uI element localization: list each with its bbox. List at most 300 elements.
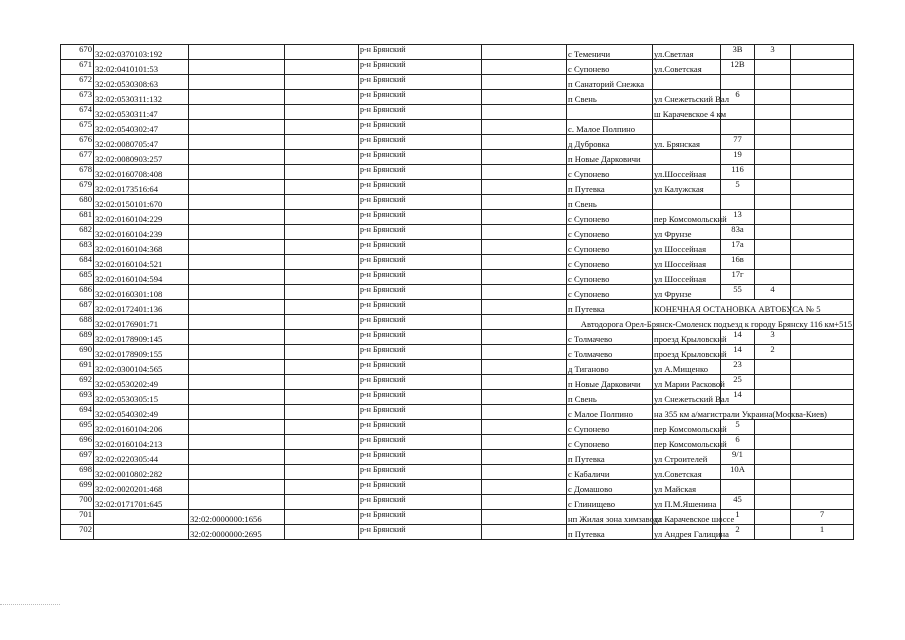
house-cell: 5 [721, 180, 755, 195]
row-number: 692 [61, 375, 94, 390]
cadastral-number: 32:02:0010802:282 [94, 465, 189, 480]
building-cell [755, 225, 791, 240]
apartment-cell [791, 150, 854, 165]
cadastral-number: 32:02:0530311:47 [94, 105, 189, 120]
empty-cell [285, 195, 359, 210]
row-number: 677 [61, 150, 94, 165]
empty-cell [482, 60, 567, 75]
building-cell [755, 150, 791, 165]
settlement-cell: с. Малое Полпино [567, 120, 653, 135]
table-row [61, 210, 854, 225]
empty-cell [285, 330, 359, 345]
settlement-cell: с Супонево [567, 225, 653, 240]
table-row [61, 330, 854, 345]
region-cell: р-н Брянский [359, 465, 482, 480]
row-number: 676 [61, 135, 94, 150]
house-cell: 14 [721, 345, 755, 360]
table-row [61, 105, 854, 120]
region-cell: р-н Брянский [359, 150, 482, 165]
settlement-cell: п Новые Дарковичи [567, 375, 653, 390]
empty-cell [482, 105, 567, 120]
empty-cell [482, 375, 567, 390]
region-cell: р-н Брянский [359, 195, 482, 210]
settlement-cell: п Свень [567, 195, 653, 210]
table-row [61, 300, 854, 315]
street-cell [653, 75, 721, 90]
house-cell: 55 [721, 285, 755, 300]
empty-cell [482, 345, 567, 360]
table-row [61, 420, 854, 435]
house-cell: 77 [721, 135, 755, 150]
table-row [61, 195, 854, 210]
region-cell: р-н Брянский [359, 120, 482, 135]
cadastral-number-alt [189, 450, 285, 465]
table-row [61, 390, 854, 405]
settlement-cell: д Дубровка [567, 135, 653, 150]
empty-cell [482, 210, 567, 225]
region-cell: р-н Брянский [359, 435, 482, 450]
building-cell [755, 90, 791, 105]
street-cell: ул Калужская [653, 180, 721, 195]
cadastral-number-alt [189, 90, 285, 105]
cadastral-number-alt [189, 390, 285, 405]
region-cell: р-н Брянский [359, 45, 482, 60]
cadastral-number: 32:02:0530311:132 [94, 90, 189, 105]
region-cell: р-н Брянский [359, 345, 482, 360]
apartment-cell [791, 495, 854, 510]
apartment-cell [791, 345, 854, 360]
apartment-cell [791, 45, 854, 60]
row-number: 680 [61, 195, 94, 210]
cadastral-number [94, 525, 189, 540]
building-cell [755, 195, 791, 210]
street-cell: ул Карачевское шоссе [653, 510, 721, 525]
table-row [61, 75, 854, 90]
house-cell: 2 [721, 525, 755, 540]
settlement-cell: с Супонево [567, 270, 653, 285]
row-number: 683 [61, 240, 94, 255]
row-number: 685 [61, 270, 94, 285]
cadastral-number-alt [189, 210, 285, 225]
cadastral-number: 32:02:0020201:468 [94, 480, 189, 495]
building-cell [755, 135, 791, 150]
house-cell: 1 [721, 510, 755, 525]
row-number: 689 [61, 330, 94, 345]
apartment-cell [791, 480, 854, 495]
cadastral-number: 32:02:0530202:49 [94, 375, 189, 390]
region-cell: р-н Брянский [359, 225, 482, 240]
cadastral-number: 32:02:0160301:108 [94, 285, 189, 300]
cadastral-number-alt [189, 75, 285, 90]
empty-cell [482, 225, 567, 240]
street-cell [653, 195, 721, 210]
cadastral-number: 32:02:0150101:670 [94, 195, 189, 210]
empty-cell [482, 75, 567, 90]
cadastral-number: 32:02:0530305:15 [94, 390, 189, 405]
cadastral-number: 32:02:0160708:408 [94, 165, 189, 180]
table-row [61, 495, 854, 510]
building-cell [755, 420, 791, 435]
empty-cell [285, 345, 359, 360]
settlement-cell: с Супонево [567, 285, 653, 300]
apartment-cell [791, 225, 854, 240]
row-number: 698 [61, 465, 94, 480]
building-cell [755, 105, 791, 120]
house-cell [721, 120, 755, 135]
empty-cell [482, 330, 567, 345]
region-cell: р-н Брянский [359, 525, 482, 540]
street-cell: ш Карачевское 4 км [653, 105, 721, 120]
building-cell [755, 360, 791, 375]
empty-cell [482, 435, 567, 450]
empty-cell [285, 300, 359, 315]
settlement-cell: п Новые Дарковичи [567, 150, 653, 165]
settlement-cell: с Глинищево [567, 495, 653, 510]
region-cell: р-н Брянский [359, 240, 482, 255]
house-cell: 12В [721, 60, 755, 75]
region-cell: р-н Брянский [359, 90, 482, 105]
cadastral-number: 32:02:0178909:155 [94, 345, 189, 360]
empty-cell [285, 465, 359, 480]
street-cell: пер Комсомольский [653, 420, 721, 435]
settlement-cell: п Свень [567, 90, 653, 105]
empty-cell [285, 375, 359, 390]
table-row [61, 60, 854, 75]
settlement-cell: с Супонево [567, 60, 653, 75]
settlement-cell: с Домашово [567, 480, 653, 495]
apartment-cell [791, 420, 854, 435]
region-cell: р-н Брянский [359, 315, 482, 330]
cadastral-number: 32:02:0370103:192 [94, 45, 189, 60]
empty-cell [285, 90, 359, 105]
region-cell: р-н Брянский [359, 60, 482, 75]
scan-artifact [0, 604, 60, 608]
apartment-cell [791, 105, 854, 120]
region-cell: р-н Брянский [359, 180, 482, 195]
empty-cell [285, 120, 359, 135]
table-row [61, 90, 854, 105]
settlement-cell: д Тиганово [567, 360, 653, 375]
street-cell [653, 120, 721, 135]
region-cell: р-н Брянский [359, 480, 482, 495]
street-cell: ул.Шоссейная [653, 165, 721, 180]
row-number: 690 [61, 345, 94, 360]
street-cell: ул Шоссейная [653, 270, 721, 285]
cadastral-number-alt [189, 105, 285, 120]
apartment-cell [791, 375, 854, 390]
building-cell [755, 510, 791, 525]
table-row [61, 150, 854, 165]
street-cell: ул П.М.Яшенина [653, 495, 721, 510]
building-cell: 3 [755, 45, 791, 60]
region-cell: р-н Брянский [359, 405, 482, 420]
settlement-cell: с Супонево [567, 210, 653, 225]
cadastral-number-alt [189, 60, 285, 75]
region-cell: р-н Брянский [359, 75, 482, 90]
cadastral-number: 32:02:0540302:49 [94, 405, 189, 420]
cadastral-number-alt [189, 225, 285, 240]
street-cell: ул Андрея Галицина [653, 525, 721, 540]
empty-cell [285, 285, 359, 300]
cadastral-number: 32:02:0080903:257 [94, 150, 189, 165]
region-cell: р-н Брянский [359, 285, 482, 300]
empty-cell [482, 150, 567, 165]
empty-cell [285, 435, 359, 450]
table-row [61, 450, 854, 465]
cadastral-number-alt [189, 240, 285, 255]
street-cell: проезд Крыловский [653, 330, 721, 345]
empty-cell [285, 495, 359, 510]
cadastral-number: 32:02:0160104:368 [94, 240, 189, 255]
region-cell: р-н Брянский [359, 495, 482, 510]
row-number: 686 [61, 285, 94, 300]
region-cell: р-н Брянский [359, 210, 482, 225]
house-cell: 45 [721, 495, 755, 510]
cadastral-number: 32:02:0171701:645 [94, 495, 189, 510]
settlement-cell: п Путевка [567, 180, 653, 195]
table-row [61, 45, 854, 60]
apartment-cell [791, 210, 854, 225]
empty-cell [482, 315, 567, 330]
apartment-cell [791, 435, 854, 450]
building-cell: 2 [755, 345, 791, 360]
region-cell: р-н Брянский [359, 420, 482, 435]
cadastral-number: 32:02:0410101:53 [94, 60, 189, 75]
empty-cell [285, 60, 359, 75]
settlement-cell: п Свень [567, 390, 653, 405]
empty-cell [482, 165, 567, 180]
empty-cell [482, 390, 567, 405]
table-row [61, 525, 854, 540]
cadastral-number: 32:02:0530308:63 [94, 75, 189, 90]
empty-cell [285, 150, 359, 165]
table-row [61, 180, 854, 195]
region-cell: р-н Брянский [359, 510, 482, 525]
building-cell [755, 495, 791, 510]
empty-cell [285, 105, 359, 120]
apartment-cell [791, 330, 854, 345]
building-cell: 4 [755, 285, 791, 300]
empty-cell [482, 45, 567, 60]
apartment-cell [791, 450, 854, 465]
settlement-cell: с Супонево [567, 165, 653, 180]
cadastral-number-alt [189, 405, 285, 420]
house-cell: 3В [721, 45, 755, 60]
empty-cell [482, 465, 567, 480]
house-cell: 25 [721, 375, 755, 390]
row-number: 678 [61, 165, 94, 180]
row-number: 694 [61, 405, 94, 420]
table-row [61, 435, 854, 450]
cadastral-number: 32:02:0300104:565 [94, 360, 189, 375]
street-cell: ул.Светлая [653, 45, 721, 60]
region-cell: р-н Брянский [359, 330, 482, 345]
table-row [61, 345, 854, 360]
row-number: 693 [61, 390, 94, 405]
empty-cell [285, 315, 359, 330]
region-cell: р-н Брянский [359, 105, 482, 120]
cadastral-number-alt [189, 480, 285, 495]
cadastral-number-alt [189, 465, 285, 480]
cadastral-number: 32:02:0160104:213 [94, 435, 189, 450]
region-cell: р-н Брянский [359, 450, 482, 465]
region-cell: р-н Брянский [359, 390, 482, 405]
region-cell: р-н Брянский [359, 300, 482, 315]
empty-cell [482, 120, 567, 135]
cadastral-number-alt [189, 270, 285, 285]
house-cell: 17г [721, 270, 755, 285]
apartment-cell [791, 135, 854, 150]
house-cell: 23 [721, 360, 755, 375]
row-number: 688 [61, 315, 94, 330]
building-cell [755, 480, 791, 495]
cadastral-number: 32:02:0080705:47 [94, 135, 189, 150]
empty-cell [482, 525, 567, 540]
building-cell: 3 [755, 330, 791, 345]
street-cell: ул Фрунзе [653, 225, 721, 240]
street-cell: ул. Брянская [653, 135, 721, 150]
empty-cell [482, 195, 567, 210]
building-cell [755, 435, 791, 450]
address-register-sheet [60, 44, 853, 540]
street-cell: ул Марии Расковой [653, 375, 721, 390]
house-cell [721, 195, 755, 210]
region-cell: р-н Брянский [359, 375, 482, 390]
empty-cell [285, 165, 359, 180]
apartment-cell [791, 165, 854, 180]
settlement-cell: с Супонево [567, 420, 653, 435]
cadastral-number-alt [189, 45, 285, 60]
building-cell [755, 60, 791, 75]
apartment-cell [791, 285, 854, 300]
cadastral-number: 32:02:0160104:521 [94, 255, 189, 270]
building-cell [755, 255, 791, 270]
row-number: 671 [61, 60, 94, 75]
empty-cell [285, 225, 359, 240]
table-row [61, 405, 854, 420]
empty-cell [285, 75, 359, 90]
table-row [61, 285, 854, 300]
street-cell: ул Снежетьский Вал [653, 390, 721, 405]
row-number: 675 [61, 120, 94, 135]
house-cell: 116 [721, 165, 755, 180]
row-number: 700 [61, 495, 94, 510]
street-cell: ул Снежетьский Вал [653, 90, 721, 105]
building-cell [755, 240, 791, 255]
table-row [61, 480, 854, 495]
apartment-cell [791, 390, 854, 405]
settlement-cell: Автодорога Орел-Брянск-Смоленск подъезд к городу Брянску 116 км+515 [567, 315, 854, 330]
region-cell: р-н Брянский [359, 255, 482, 270]
settlement-cell: п Путевка [567, 450, 653, 465]
apartment-cell [791, 360, 854, 375]
apartment-cell [791, 270, 854, 285]
empty-cell [482, 240, 567, 255]
street-cell: ул.Советская [653, 465, 721, 480]
empty-cell [482, 255, 567, 270]
empty-cell [285, 510, 359, 525]
empty-cell [285, 45, 359, 60]
street-cell: ул А.Мищенко [653, 360, 721, 375]
settlement-cell: п Санаторий Снежка [567, 75, 653, 90]
cadastral-number-alt [189, 195, 285, 210]
street-cell: ул Шоссейная [653, 240, 721, 255]
apartment-cell [791, 465, 854, 480]
cadastral-number [94, 510, 189, 525]
table-row [61, 165, 854, 180]
empty-cell [285, 240, 359, 255]
settlement-cell: п Путевка [567, 300, 653, 315]
cadastral-number: 32:02:0178909:145 [94, 330, 189, 345]
cadastral-number: 32:02:0176901:71 [94, 315, 189, 330]
cadastral-number: 32:02:0172401:136 [94, 300, 189, 315]
empty-cell [285, 525, 359, 540]
empty-cell [285, 180, 359, 195]
house-cell [721, 75, 755, 90]
house-cell: 17а [721, 240, 755, 255]
street-cell: ул Майская [653, 480, 721, 495]
row-number: 695 [61, 420, 94, 435]
cadastral-number: 32:02:0540302:47 [94, 120, 189, 135]
apartment-cell: 1 [791, 525, 854, 540]
cadastral-number-alt [189, 285, 285, 300]
empty-cell [285, 405, 359, 420]
settlement-cell: с Кабаличи [567, 465, 653, 480]
cadastral-number-alt [189, 150, 285, 165]
house-cell: 16в [721, 255, 755, 270]
table-row [61, 270, 854, 285]
table-row [61, 465, 854, 480]
row-number: 697 [61, 450, 94, 465]
row-number: 682 [61, 225, 94, 240]
empty-cell [482, 180, 567, 195]
row-number: 684 [61, 255, 94, 270]
house-cell: 6 [721, 90, 755, 105]
row-number: 673 [61, 90, 94, 105]
table-body [61, 45, 854, 540]
settlement-cell: п Путевка [567, 525, 653, 540]
empty-cell [482, 285, 567, 300]
empty-cell [482, 405, 567, 420]
settlement-cell: с Супонево [567, 240, 653, 255]
cadastral-number-alt [189, 300, 285, 315]
cadastral-number-alt [189, 360, 285, 375]
cadastral-number: 32:02:0220305:44 [94, 450, 189, 465]
empty-cell [285, 255, 359, 270]
apartment-cell: 7 [791, 510, 854, 525]
row-number: 702 [61, 525, 94, 540]
cadastral-number-alt [189, 495, 285, 510]
house-cell: 5 [721, 420, 755, 435]
street-cell: пер Комсомольский [653, 435, 721, 450]
cadastral-number-alt [189, 255, 285, 270]
empty-cell [285, 210, 359, 225]
apartment-cell [791, 75, 854, 90]
settlement-cell: с Теменичи [567, 45, 653, 60]
table-row [61, 375, 854, 390]
street-cell [653, 150, 721, 165]
street-cell: на 355 км а/магистрали Украина(Москва-Киев) [653, 405, 791, 420]
table-row [61, 135, 854, 150]
house-cell: 13 [721, 210, 755, 225]
empty-cell [285, 420, 359, 435]
table-row [61, 120, 854, 135]
empty-cell [482, 135, 567, 150]
street-cell: КОНЕЧНАЯ ОСТАНОВКА АВТОБУСА № 5 [653, 300, 791, 315]
building-cell [755, 75, 791, 90]
cadastral-number-alt [189, 315, 285, 330]
empty-cell [285, 480, 359, 495]
